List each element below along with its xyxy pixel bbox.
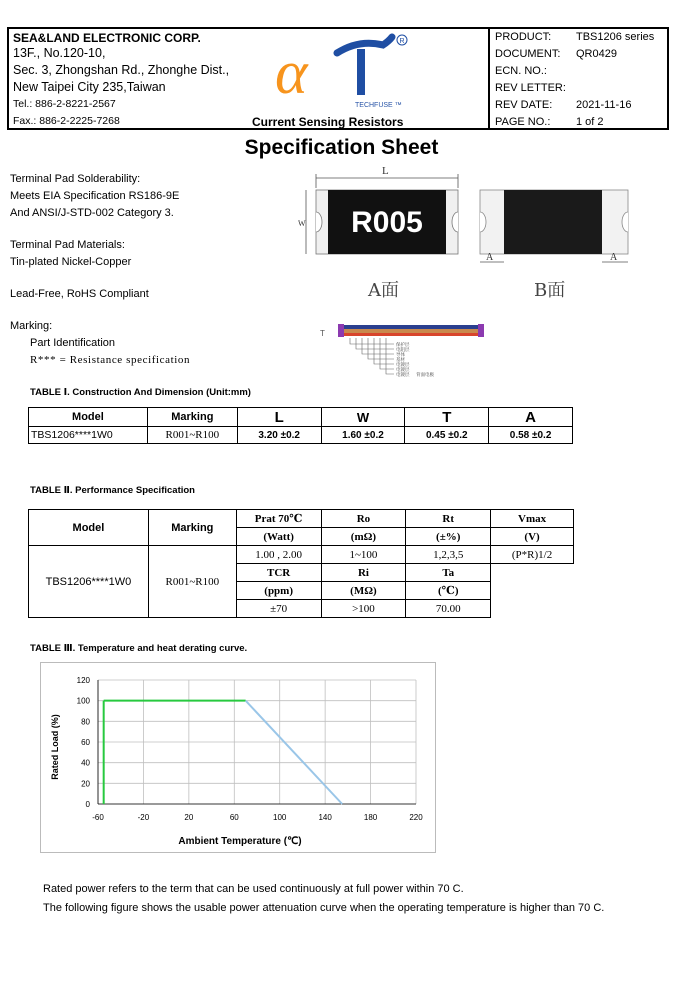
logo-text: TECHFUSE ™	[355, 102, 402, 109]
document-label: DOCUMENT:	[495, 48, 561, 60]
solderability-line-2: Meets EIA Specification RS186-9E	[10, 190, 180, 202]
y-tick-label: 100	[76, 696, 90, 706]
materials-value: Tin-plated Nickel-Copper	[10, 256, 132, 268]
footer-note-1: Rated power refers to the term that can be used continuously at full power within 70 C.	[43, 883, 464, 895]
address-line-3: New Taipei City 235,Taiwan	[13, 80, 166, 94]
solderability-heading: Terminal Pad Solderability:	[10, 173, 141, 185]
x-tick-label: 140	[318, 813, 332, 822]
face-b-electrode	[504, 190, 602, 254]
dimension-table	[28, 407, 573, 444]
table2-unit-tcr: (ppm)	[236, 582, 321, 600]
table2-header-ro: Ro	[321, 510, 406, 528]
rev-date-value: 2021-11-16	[576, 99, 632, 111]
table1-marking: R001~R100	[147, 427, 237, 444]
layer-label-4: 基材	[396, 358, 405, 363]
table2-value-tcr: ±70	[236, 600, 321, 618]
fax: Fax.: 886-2-2225-7268	[13, 115, 120, 127]
performance-table	[28, 509, 574, 618]
table2-value-vmax: (P*R)1/2	[491, 546, 574, 564]
table2-empty-cell	[491, 564, 574, 618]
table2-header-vmax: Vmax	[491, 510, 574, 528]
ecn-label: ECN. NO.:	[495, 65, 547, 77]
dimension-A-right: A	[610, 252, 618, 263]
resistor-marking: R005	[351, 206, 423, 239]
company-name: SEA&LAND ELECTRONIC CORP.	[13, 31, 201, 45]
table1-caption: TABLE Ⅰ. Construction And Dimension (Unit:mm)	[30, 387, 251, 398]
chart-border	[41, 663, 436, 853]
y-tick-label: 60	[81, 738, 90, 747]
face-a-label: A面	[368, 280, 399, 301]
telephone: Tel.: 886-2-8221-2567	[13, 98, 116, 110]
table2-header-ta: Ta	[406, 564, 491, 582]
dimension-L-label: L	[382, 165, 389, 177]
layer-label-3: 导体	[396, 353, 405, 358]
x-tick-label: -20	[137, 813, 150, 822]
table1-header-W: W	[321, 408, 405, 427]
component-drawing	[298, 160, 643, 380]
table2-value-ri: >100	[321, 600, 406, 618]
document-value: QR0429	[576, 48, 617, 60]
x-tick-label: 220	[409, 813, 423, 822]
layer-label-8: 背面电极	[416, 373, 434, 378]
rohs-note: Lead-Free, RoHS Compliant	[10, 288, 149, 300]
y-tick-label: 80	[81, 717, 90, 727]
document-header	[7, 27, 669, 130]
table1-model: TBS1206****1W0	[29, 427, 148, 444]
y-tick-label: 120	[76, 676, 90, 685]
x-tick-label: 20	[184, 813, 194, 822]
rev-letter-label: REV LETTER:	[495, 82, 566, 94]
table2-header-prat: Prat 70℃	[236, 510, 321, 528]
chart-x-axis-label: Ambient Temperature (℃)	[178, 836, 302, 847]
footer-note-2: The following figure shows the usable power attenuation curve when the operating temperature is higher than 70 C.	[43, 902, 605, 914]
x-tick-label: -60	[92, 813, 104, 822]
part-identification: Part Identification	[30, 337, 115, 349]
table2-unit-rt: (±%)	[406, 528, 491, 546]
table2-header-rt: Rt	[406, 510, 491, 528]
layer-label-5: 电镀层	[396, 363, 410, 368]
table2-value-ro: 1~100	[321, 546, 406, 564]
table2-header-model: Model	[29, 510, 149, 546]
resistance-spec-note: R*** = Resistance specification	[30, 354, 191, 366]
table2-header-marking: Marking	[148, 510, 236, 546]
address-line-1: 13F., No.120-10,	[13, 46, 106, 60]
table2-unit-ri: (MΩ)	[321, 582, 406, 600]
document-subtitle: Current Sensing Resistors	[252, 115, 404, 129]
table2-unit-ta: (℃)	[406, 582, 491, 600]
header-divider	[488, 29, 490, 128]
x-tick-label: 180	[363, 813, 378, 822]
table1-A: 0.58 ±0.2	[489, 427, 573, 444]
y-tick-label: 20	[81, 779, 90, 789]
face-b-label: B面	[534, 280, 566, 301]
table2-caption: TABLE Ⅱ. Performance Specification	[30, 485, 195, 496]
table2-value-prat: 1.00 , 2.00	[236, 546, 321, 564]
chart-y-axis-label: Rated Load (%)	[50, 714, 60, 780]
y-tick-label: 40	[81, 758, 90, 768]
svg-text:α: α	[275, 39, 308, 107]
dimension-A-left: A	[486, 252, 494, 263]
y-tick-label: 0	[85, 800, 90, 809]
company-logo	[271, 31, 431, 113]
table2-header-tcr: TCR	[236, 564, 321, 582]
svg-text:R: R	[399, 38, 405, 45]
table3-caption: TABLE Ⅲ. Temperature and heat derating curve.	[30, 643, 248, 654]
layer-label-1: 保护层	[396, 343, 410, 348]
table1-header-marking: Marking	[147, 408, 237, 427]
materials-heading: Terminal Pad Materials:	[10, 239, 125, 251]
table2-header-ri: Ri	[321, 564, 406, 582]
table2-value-ta: 70.00	[406, 600, 491, 618]
solderability-line-3: And ANSI/J-STD-002 Category 3.	[10, 207, 174, 219]
dimension-W-label: W	[298, 219, 306, 228]
table2-unit-vmax: (V)	[491, 528, 574, 546]
cross-section-top	[338, 325, 484, 329]
x-tick-label: 100	[273, 813, 287, 822]
x-tick-label: 60	[229, 813, 239, 822]
table2-unit-prat: (Watt)	[236, 528, 321, 546]
layer-label-6: 电镀层	[396, 368, 410, 373]
table1-W: 1.60 ±0.2	[321, 427, 405, 444]
page-title: Specification Sheet	[244, 136, 439, 159]
derating-chart	[40, 662, 436, 853]
page-no-label: PAGE NO.:	[495, 116, 551, 128]
product-value: TBS1206 series	[576, 31, 655, 43]
layer-label-2: 电阻层	[396, 348, 410, 353]
table2-unit-ro: (mΩ)	[321, 528, 406, 546]
dimension-T-label: T	[320, 329, 325, 338]
product-label: PRODUCT:	[495, 31, 552, 43]
table1-header-A: A	[489, 408, 573, 427]
table1-T: 0.45 ±0.2	[405, 427, 489, 444]
table2-model: TBS1206****1W0	[29, 546, 149, 618]
table2-marking: R001~R100	[148, 546, 236, 618]
table2-value-rt: 1,2,3,5	[406, 546, 491, 564]
table1-L: 3.20 ±0.2	[237, 427, 321, 444]
rev-date-label: REV DATE:	[495, 99, 553, 111]
page-no-value: 1 of 2	[576, 116, 604, 128]
table1-header-L: L	[237, 408, 321, 427]
layer-label-7: 电镀层	[396, 373, 410, 378]
table1-header-T: T	[405, 408, 489, 427]
table1-header-model: Model	[29, 408, 148, 427]
address-line-2: Sec. 3, Zhongshan Rd., Zhonghe Dist.,	[13, 63, 230, 77]
marking-heading: Marking:	[10, 320, 53, 332]
